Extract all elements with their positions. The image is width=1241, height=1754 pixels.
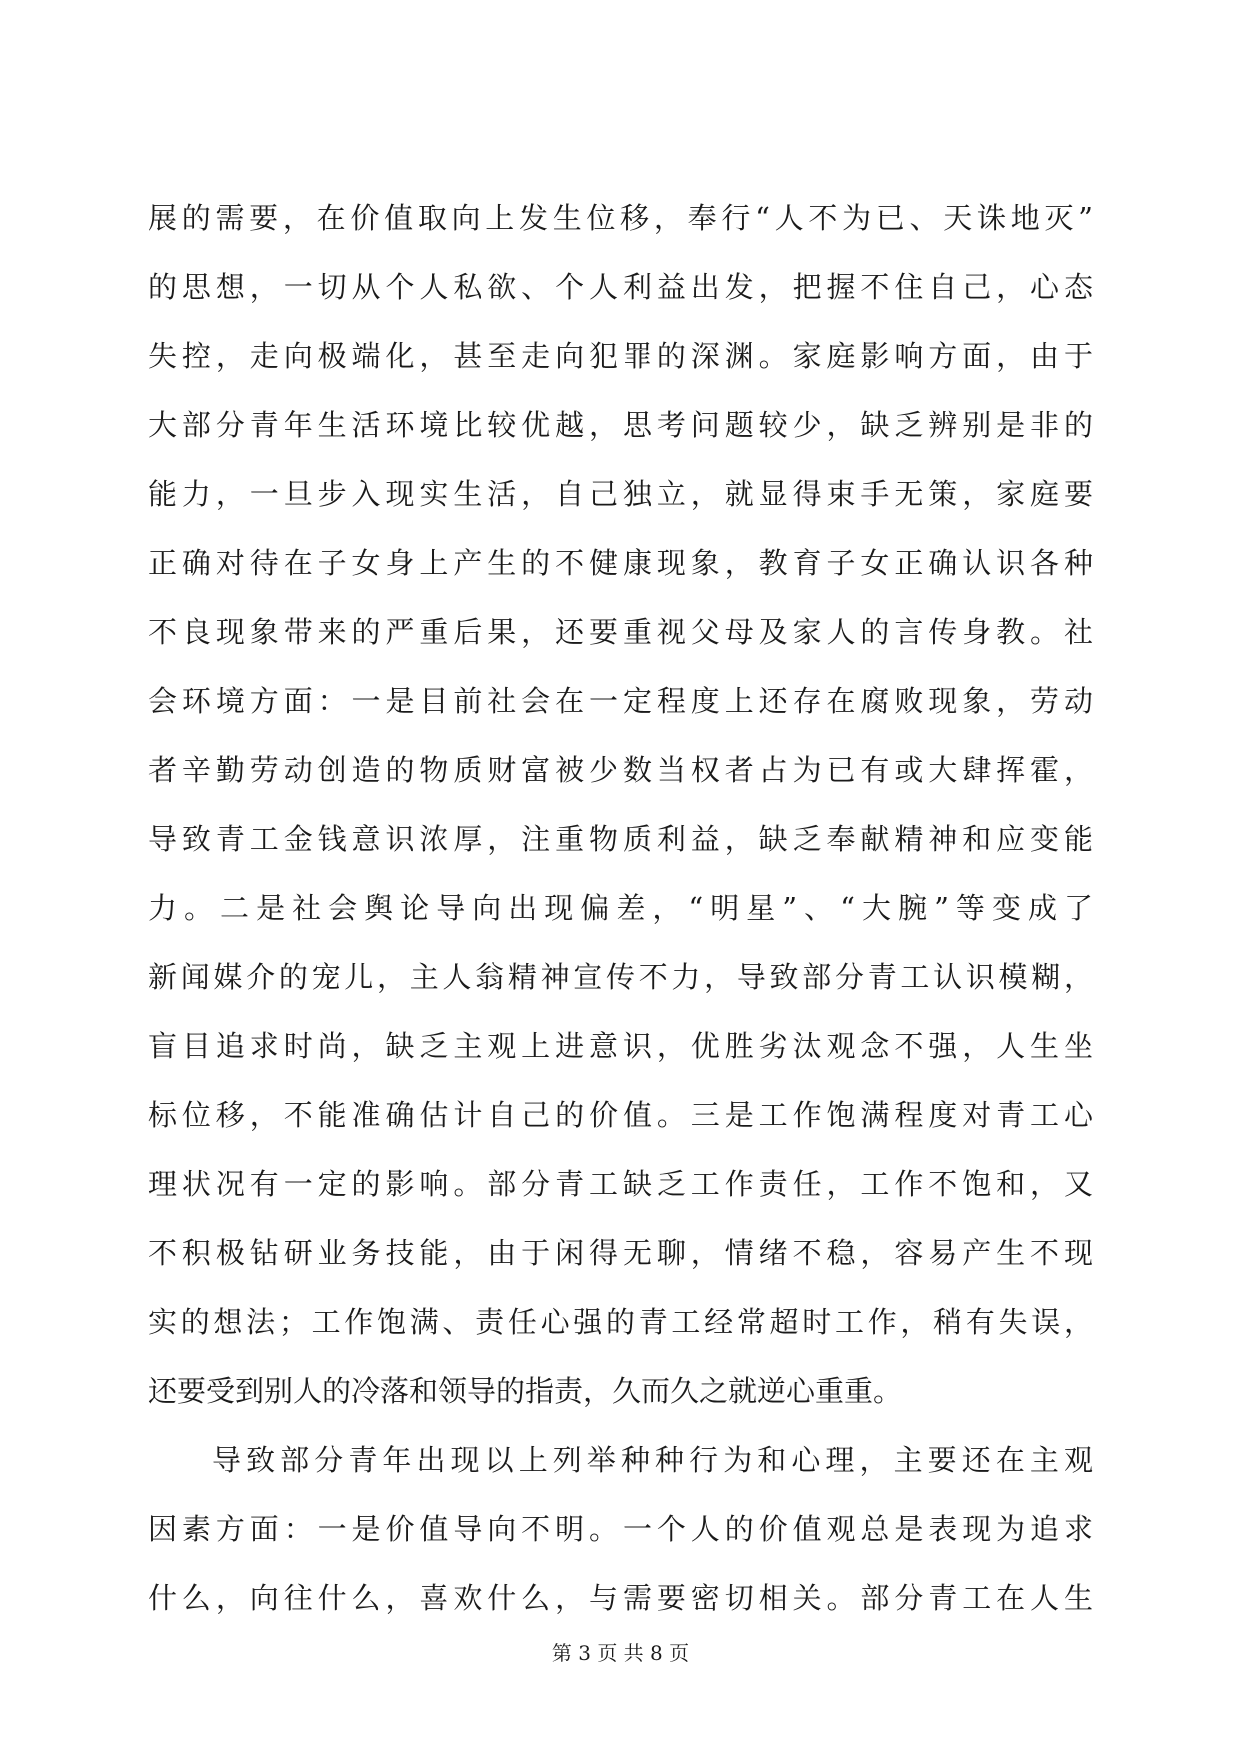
paragraph-last-line: 还要受到别人的冷落和领导的指责，久而久之就逆心重重。 xyxy=(148,1374,903,1408)
text-line: 会环境方面：一是目前社会在一定程度上还存在腐败现象，劳动 xyxy=(148,684,1093,718)
text-line: 不积极钻研业务技能，由于闲得无聊，情绪不稳，容易产生不现 xyxy=(148,1236,1093,1270)
text-line: 大部分青年生活环境比较优越，思考问题较少，缺乏辨别是非的 xyxy=(148,408,1093,442)
text-line: 新闻媒介的宠儿，主人翁精神宣传不力，导致部分青工认识模糊， xyxy=(148,960,1093,994)
text-line: 因素方面：一是价值导向不明。一个人的价值观总是表现为追求 xyxy=(148,1512,1093,1546)
text-line: 标位移，不能准确估计自己的价值。三是工作饱满程度对青工心 xyxy=(148,1098,1093,1132)
text-line: 者辛勤劳动创造的物质财富被少数当权者占为已有或大肆挥霍， xyxy=(148,753,1093,787)
text-line: 能力，一旦步入现实生活，自己独立，就显得束手无策，家庭要 xyxy=(148,477,1093,511)
text-line: 实的想法；工作饱满、责任心强的青工经常超时工作，稍有失误， xyxy=(148,1305,1093,1339)
text-line: 正确对待在子女身上产生的不健康现象，教育子女正确认识各种 xyxy=(148,546,1093,580)
text-line: 展的需要，在价值取向上发生位移，奉行“人不为已、天诛地灭” xyxy=(148,201,1093,235)
text-line: 盲目追求时尚，缺乏主观上进意识，优胜劣汰观念不强，人生坐 xyxy=(148,1029,1093,1063)
text-line: 什么，向往什么，喜欢什么，与需要密切相关。部分青工在人生 xyxy=(148,1581,1093,1615)
text-line: 的思想，一切从个人私欲、个人利益出发，把握不住自己，心态 xyxy=(148,270,1093,304)
text-line: 导致青工金钱意识浓厚，注重物质利益，缺乏奉献精神和应变能 xyxy=(148,822,1093,856)
text-line: 失控，走向极端化，甚至走向犯罪的深渊。家庭影响方面，由于 xyxy=(148,339,1093,373)
text-line: 理状况有一定的影响。部分青工缺乏工作责任，工作不饱和，又 xyxy=(148,1167,1093,1201)
text-line: 不良现象带来的严重后果，还要重视父母及家人的言传身教。社 xyxy=(148,615,1093,649)
paragraph-first-line: 导致部分青年出现以上列举种种行为和心理，主要还在主观 xyxy=(212,1443,1093,1477)
page-number-footer: 第 3 页 共 8 页 xyxy=(551,1641,690,1665)
text-line: 力。二是社会舆论导向出现偏差，“明星”、“大腕”等变成了 xyxy=(148,891,1093,925)
